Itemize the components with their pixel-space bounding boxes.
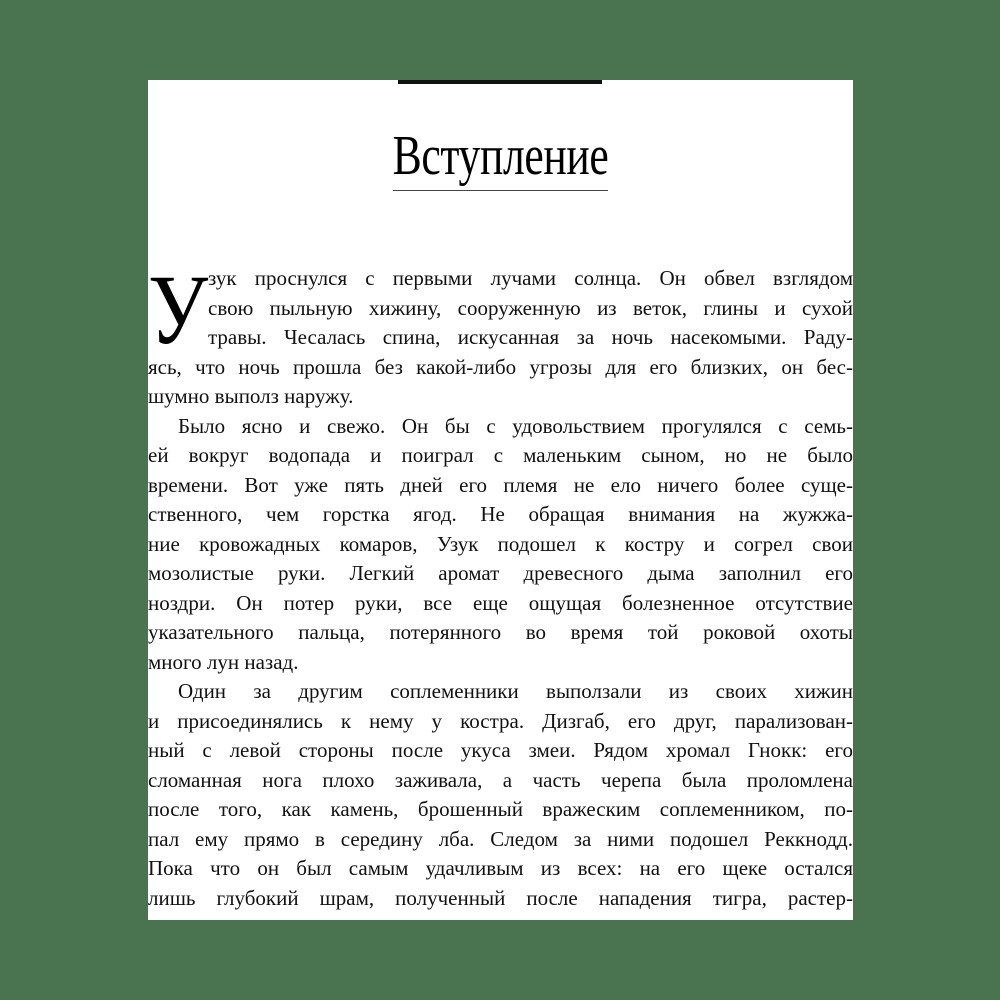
text-line: ей вокруг водопада и поиграл с маленьким сыном, но не было: [148, 443, 853, 467]
text-line: Пока что он был самым удачливым из всех: на его щеке остался: [148, 856, 853, 880]
text-line: Было ясно и свежо. Он бы с удовольствием прогулялся с семь-: [178, 413, 853, 438]
text-line: свою пыльную хижину, сооруженную из веток, глины и сухой: [208, 295, 853, 320]
text-line: ственного, чем горстка ягод. Не обращая внимания на жужжа-: [148, 502, 853, 526]
chapter-top-bar: [398, 80, 602, 84]
text-line: после того, как камень, брошенный вражеским соплеменником, по-: [148, 797, 853, 821]
text-line: Один за другим соплеменники выползали из своих хижин: [178, 679, 853, 703]
chapter-body: [148, 264, 853, 913]
text-line: указательного пальца, потерянного во время той роковой охоты: [148, 620, 853, 644]
text-line: шумно выполз наружу.: [148, 384, 354, 408]
text-line: зук проснулся с первыми лучами солнца. Он обвел взглядом: [208, 266, 853, 290]
text-line: ный с левой стороны после укуса змеи. Рядом хромал Гнокк: его: [148, 738, 853, 762]
chapter-title: Вступление: [392, 125, 609, 187]
text-line: лишь глубокий шрам, полученный после нападения тигра, растер-: [148, 885, 853, 910]
text-line: травы. Чесалась спина, искусанная за ночь насекомыми. Раду-: [208, 325, 853, 349]
text-line: много лун назад.: [148, 649, 299, 674]
text-line: и присоединялись к нему у костра. Дизгаб, его друг, парализован-: [148, 708, 853, 733]
text-line: сломанная нога плохо заживала, а часть черепа была проломлена: [148, 767, 853, 792]
text-line: времени. Вот уже пять дней его племя не ело ничего более суще-: [148, 472, 853, 497]
text-line: ноздри. Он потер руки, все еще ощущая болезненное отсутствие: [148, 590, 853, 615]
text-line: пал ему прямо в середину лба. Следом за ними подошел Реккнодд.: [148, 826, 853, 851]
text-line: ясь, что ночь прошла без какой-либо угрозы для его близких, он бес-: [148, 354, 853, 379]
drop-cap: У: [148, 254, 209, 365]
text-line: мозолистые руки. Легкий аромат древесного дыма заполнил его: [148, 561, 853, 585]
title-underline: [393, 190, 608, 191]
text-line: ние кровожадных комаров, Узук подошел к костру и согрел свои: [148, 531, 853, 556]
book-page: [148, 80, 853, 920]
